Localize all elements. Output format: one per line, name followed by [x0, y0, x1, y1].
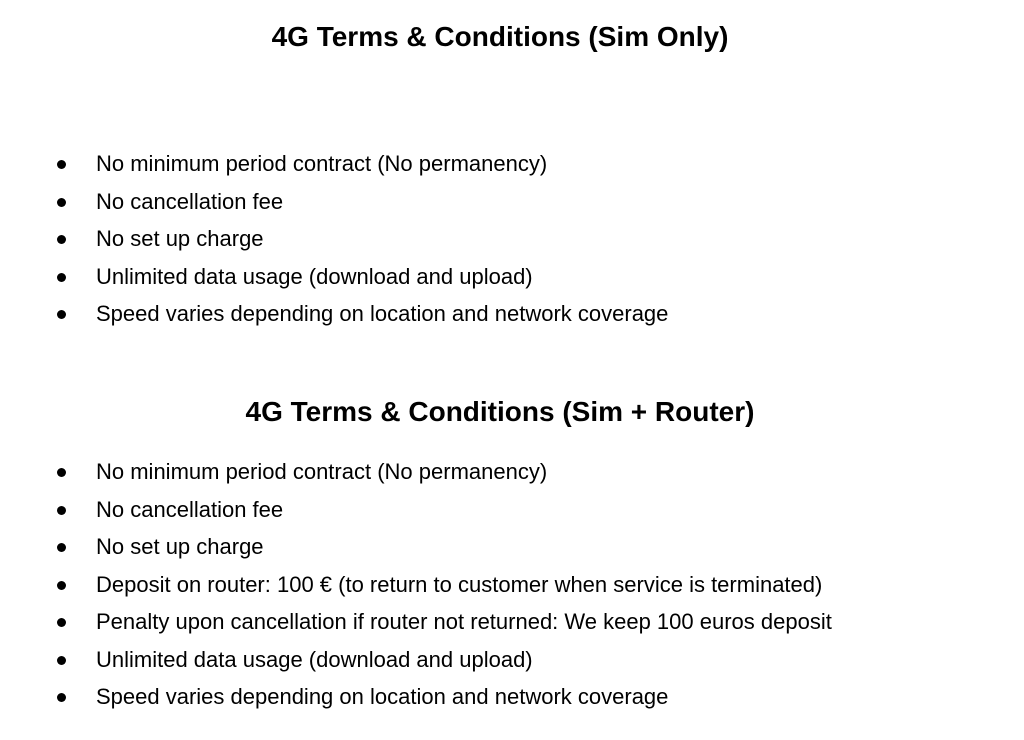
list-item-text: Penalty upon cancellation if router not returned: We keep 100 euros deposit: [96, 609, 832, 634]
list-item: [0, 226, 668, 264]
bullet-icon: [57, 273, 66, 282]
list-item: [0, 301, 668, 339]
bullet-icon: [57, 468, 66, 477]
bullet-icon: [57, 618, 66, 627]
list-item-text: Unlimited data usage (download and upload): [96, 646, 533, 672]
list-item-text: Unlimited data usage (download and upload): [96, 263, 533, 289]
section-heading: 4G Terms & Conditions (Sim + Router): [245, 396, 755, 427]
list-item: [0, 534, 832, 572]
list-item-text: No set up charge: [96, 534, 264, 559]
bullet-icon: [57, 581, 66, 590]
list-item-text: Deposit on router: 100 € (to return to customer when service is terminated): [96, 571, 823, 597]
bullet-icon: [57, 656, 66, 665]
list-item: [0, 189, 668, 227]
terms-list: [0, 459, 832, 722]
bullet-icon: [57, 693, 66, 702]
section-heading: 4G Terms & Conditions (Sim Only): [271, 21, 729, 52]
bullet-icon: [57, 160, 66, 169]
bullet-icon: [57, 543, 66, 552]
list-item-text: No minimum period contract (No permanency): [96, 151, 548, 176]
bullet-icon: [57, 506, 66, 515]
list-item: [0, 459, 832, 497]
list-item-text: No minimum period contract (No permanency): [96, 459, 548, 484]
list-item: [0, 647, 832, 685]
list-item: [0, 151, 668, 189]
list-item: [0, 572, 832, 610]
list-item: [0, 497, 832, 535]
bullet-icon: [57, 310, 66, 319]
list-item: [0, 684, 832, 722]
list-item-text: Speed varies depending on location and network coverage: [96, 301, 669, 326]
list-item: [0, 609, 832, 647]
bullet-icon: [57, 198, 66, 207]
list-item-text: No set up charge: [96, 226, 264, 251]
list-item-text: No cancellation fee: [96, 188, 284, 214]
terms-list: [0, 151, 668, 339]
list-item-text: No cancellation fee: [96, 496, 284, 522]
list-item: [0, 264, 668, 302]
list-item-text: Speed varies depending on location and network coverage: [96, 684, 669, 709]
bullet-icon: [57, 235, 66, 244]
